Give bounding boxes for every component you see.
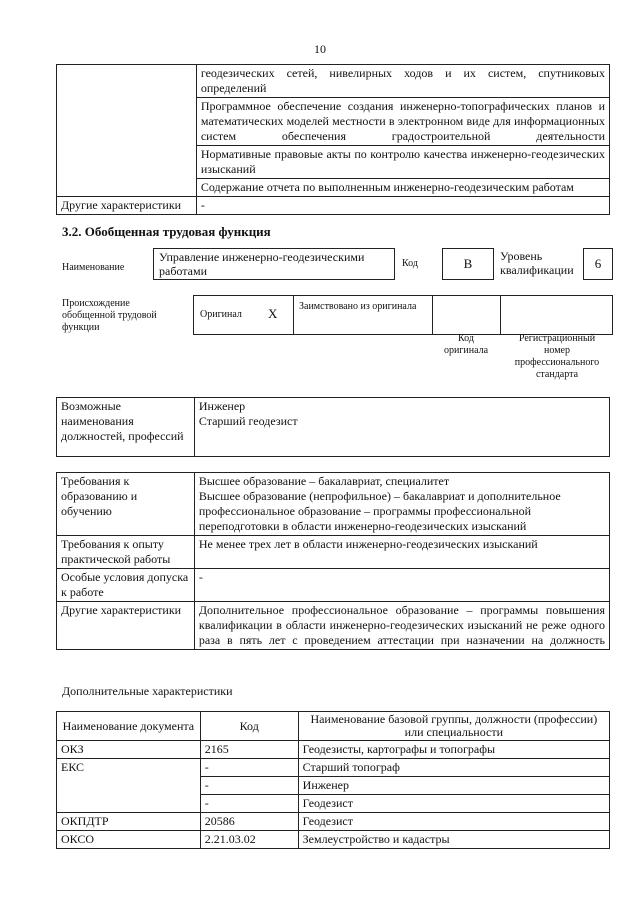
section-title: 3.2. Обобщенная трудовая функция bbox=[62, 224, 271, 239]
name-cell: Землеустройство и кадастры bbox=[298, 831, 609, 849]
doc-cell: ОКПДТР bbox=[57, 813, 201, 831]
row-text: - bbox=[196, 197, 609, 215]
requirement-label: Другие характеристики bbox=[57, 602, 195, 650]
requirement-line: Дополнительное профессиональное образование – программы повышения квалификации в области инженерно-геодезических изысканий не реже одного раза в пять лет с проведением аттестации при назначении на должность bbox=[198, 603, 605, 647]
table-row bbox=[57, 813, 610, 831]
table-row bbox=[57, 65, 610, 98]
competencies-table bbox=[56, 64, 610, 215]
row-text: геодезических сетей, нивелирных ходов и их систем, спутниковых определений bbox=[196, 65, 609, 98]
requirement-text bbox=[194, 569, 609, 602]
row-text: Содержание отчета по выполненным инженерно-геодезическим работам bbox=[196, 179, 609, 197]
requirement-text bbox=[194, 536, 609, 569]
positions-values bbox=[194, 398, 609, 457]
doc-cell: ОКЗ bbox=[57, 741, 201, 759]
level-value-box bbox=[583, 248, 613, 280]
level-label: Уровень квалификации bbox=[500, 249, 574, 277]
additional-table bbox=[56, 711, 610, 849]
code-value-box bbox=[442, 248, 494, 280]
doc-cell: ОКСО bbox=[57, 831, 201, 849]
origin-label: Происхождение обобщенной трудовой функции bbox=[62, 298, 157, 333]
requirement-text bbox=[194, 602, 609, 650]
code-value: B bbox=[463, 256, 473, 271]
position-item: Инженер bbox=[198, 399, 246, 413]
reg-caption: Регистрационный номер профессионального стандарта bbox=[514, 333, 600, 380]
name-cell: Старший топограф bbox=[298, 759, 609, 777]
doc-cell: ЕКС bbox=[57, 759, 201, 813]
additional-title: Дополнительные характеристики bbox=[62, 684, 233, 698]
code-cell: - bbox=[200, 795, 298, 813]
code-cell: - bbox=[200, 777, 298, 795]
level-value: 6 bbox=[594, 256, 602, 271]
positions-table bbox=[56, 397, 610, 457]
code-cell: 20586 bbox=[200, 813, 298, 831]
table-row bbox=[57, 831, 610, 849]
row-label: Другие характеристики bbox=[57, 197, 197, 215]
table-row bbox=[57, 759, 610, 777]
name-value-box bbox=[153, 248, 395, 280]
requirement-text bbox=[194, 473, 609, 536]
requirement-label: Особые условия допуска к работе bbox=[57, 569, 195, 602]
table-row bbox=[57, 602, 610, 650]
original-label: Оригинал bbox=[200, 309, 242, 320]
requirement-line: Высшее образование – бакалавриат, специалитет bbox=[198, 474, 450, 488]
requirement-line: - bbox=[198, 570, 203, 584]
name-value: Управление инженерно-геодезическими работами bbox=[159, 250, 365, 278]
requirement-label: Требования к опыту практической работы bbox=[57, 536, 195, 569]
page-number: 10 bbox=[314, 42, 326, 56]
name-cell: Геодезист bbox=[298, 795, 609, 813]
table-header-row bbox=[57, 712, 610, 741]
row-text: Программное обеспечение создания инженерно-топографических планов и математических моделей местности в электронном виде для информационных систем обеспечения градостроительной деятельности bbox=[196, 98, 609, 146]
name-cell: Геодезисты, картографы и топографы bbox=[298, 741, 609, 759]
code-caption: Код оригинала bbox=[443, 333, 489, 356]
table-row bbox=[57, 536, 610, 569]
name-cell: Геодезист bbox=[298, 813, 609, 831]
header-name: Наименование базовой группы, должности (профессии) или специальности bbox=[298, 712, 609, 741]
table-row bbox=[57, 473, 610, 536]
header-code: Код bbox=[200, 712, 298, 741]
positions-label: Возможные наименования должностей, профессий bbox=[57, 398, 195, 457]
name-label: Наименование bbox=[62, 262, 125, 273]
name-cell: Инженер bbox=[298, 777, 609, 795]
code-cell: - bbox=[200, 759, 298, 777]
code-cell: 2165 bbox=[200, 741, 298, 759]
requirement-line: Высшее образование (непрофильное) – бакалавриат и дополнительное профессиональное образование – программы профессиональной переподготовки в области инженерно-геодезических изысканий bbox=[198, 489, 561, 533]
requirement-label: Требования к образованию и обучению bbox=[57, 473, 195, 536]
row-label bbox=[57, 65, 197, 197]
position-item: Старший геодезист bbox=[198, 414, 298, 428]
table-row bbox=[57, 569, 610, 602]
table-row bbox=[57, 197, 610, 215]
requirements-table bbox=[56, 472, 610, 650]
borrowed-label: Заимствовано из оригинала bbox=[299, 301, 417, 312]
header-doc: Наименование документа bbox=[57, 712, 201, 741]
origin-grid bbox=[193, 295, 613, 335]
table-row bbox=[57, 741, 610, 759]
code-label: Код bbox=[402, 258, 418, 269]
table-row bbox=[57, 398, 610, 457]
row-text: Нормативные правовые акты по контролю качества инженерно-геодезических изысканий bbox=[196, 146, 609, 179]
code-cell: 2.21.03.02 bbox=[200, 831, 298, 849]
requirement-line: Не менее трех лет в области инженерно-геодезических изысканий bbox=[198, 537, 538, 551]
original-mark: X bbox=[268, 306, 278, 321]
